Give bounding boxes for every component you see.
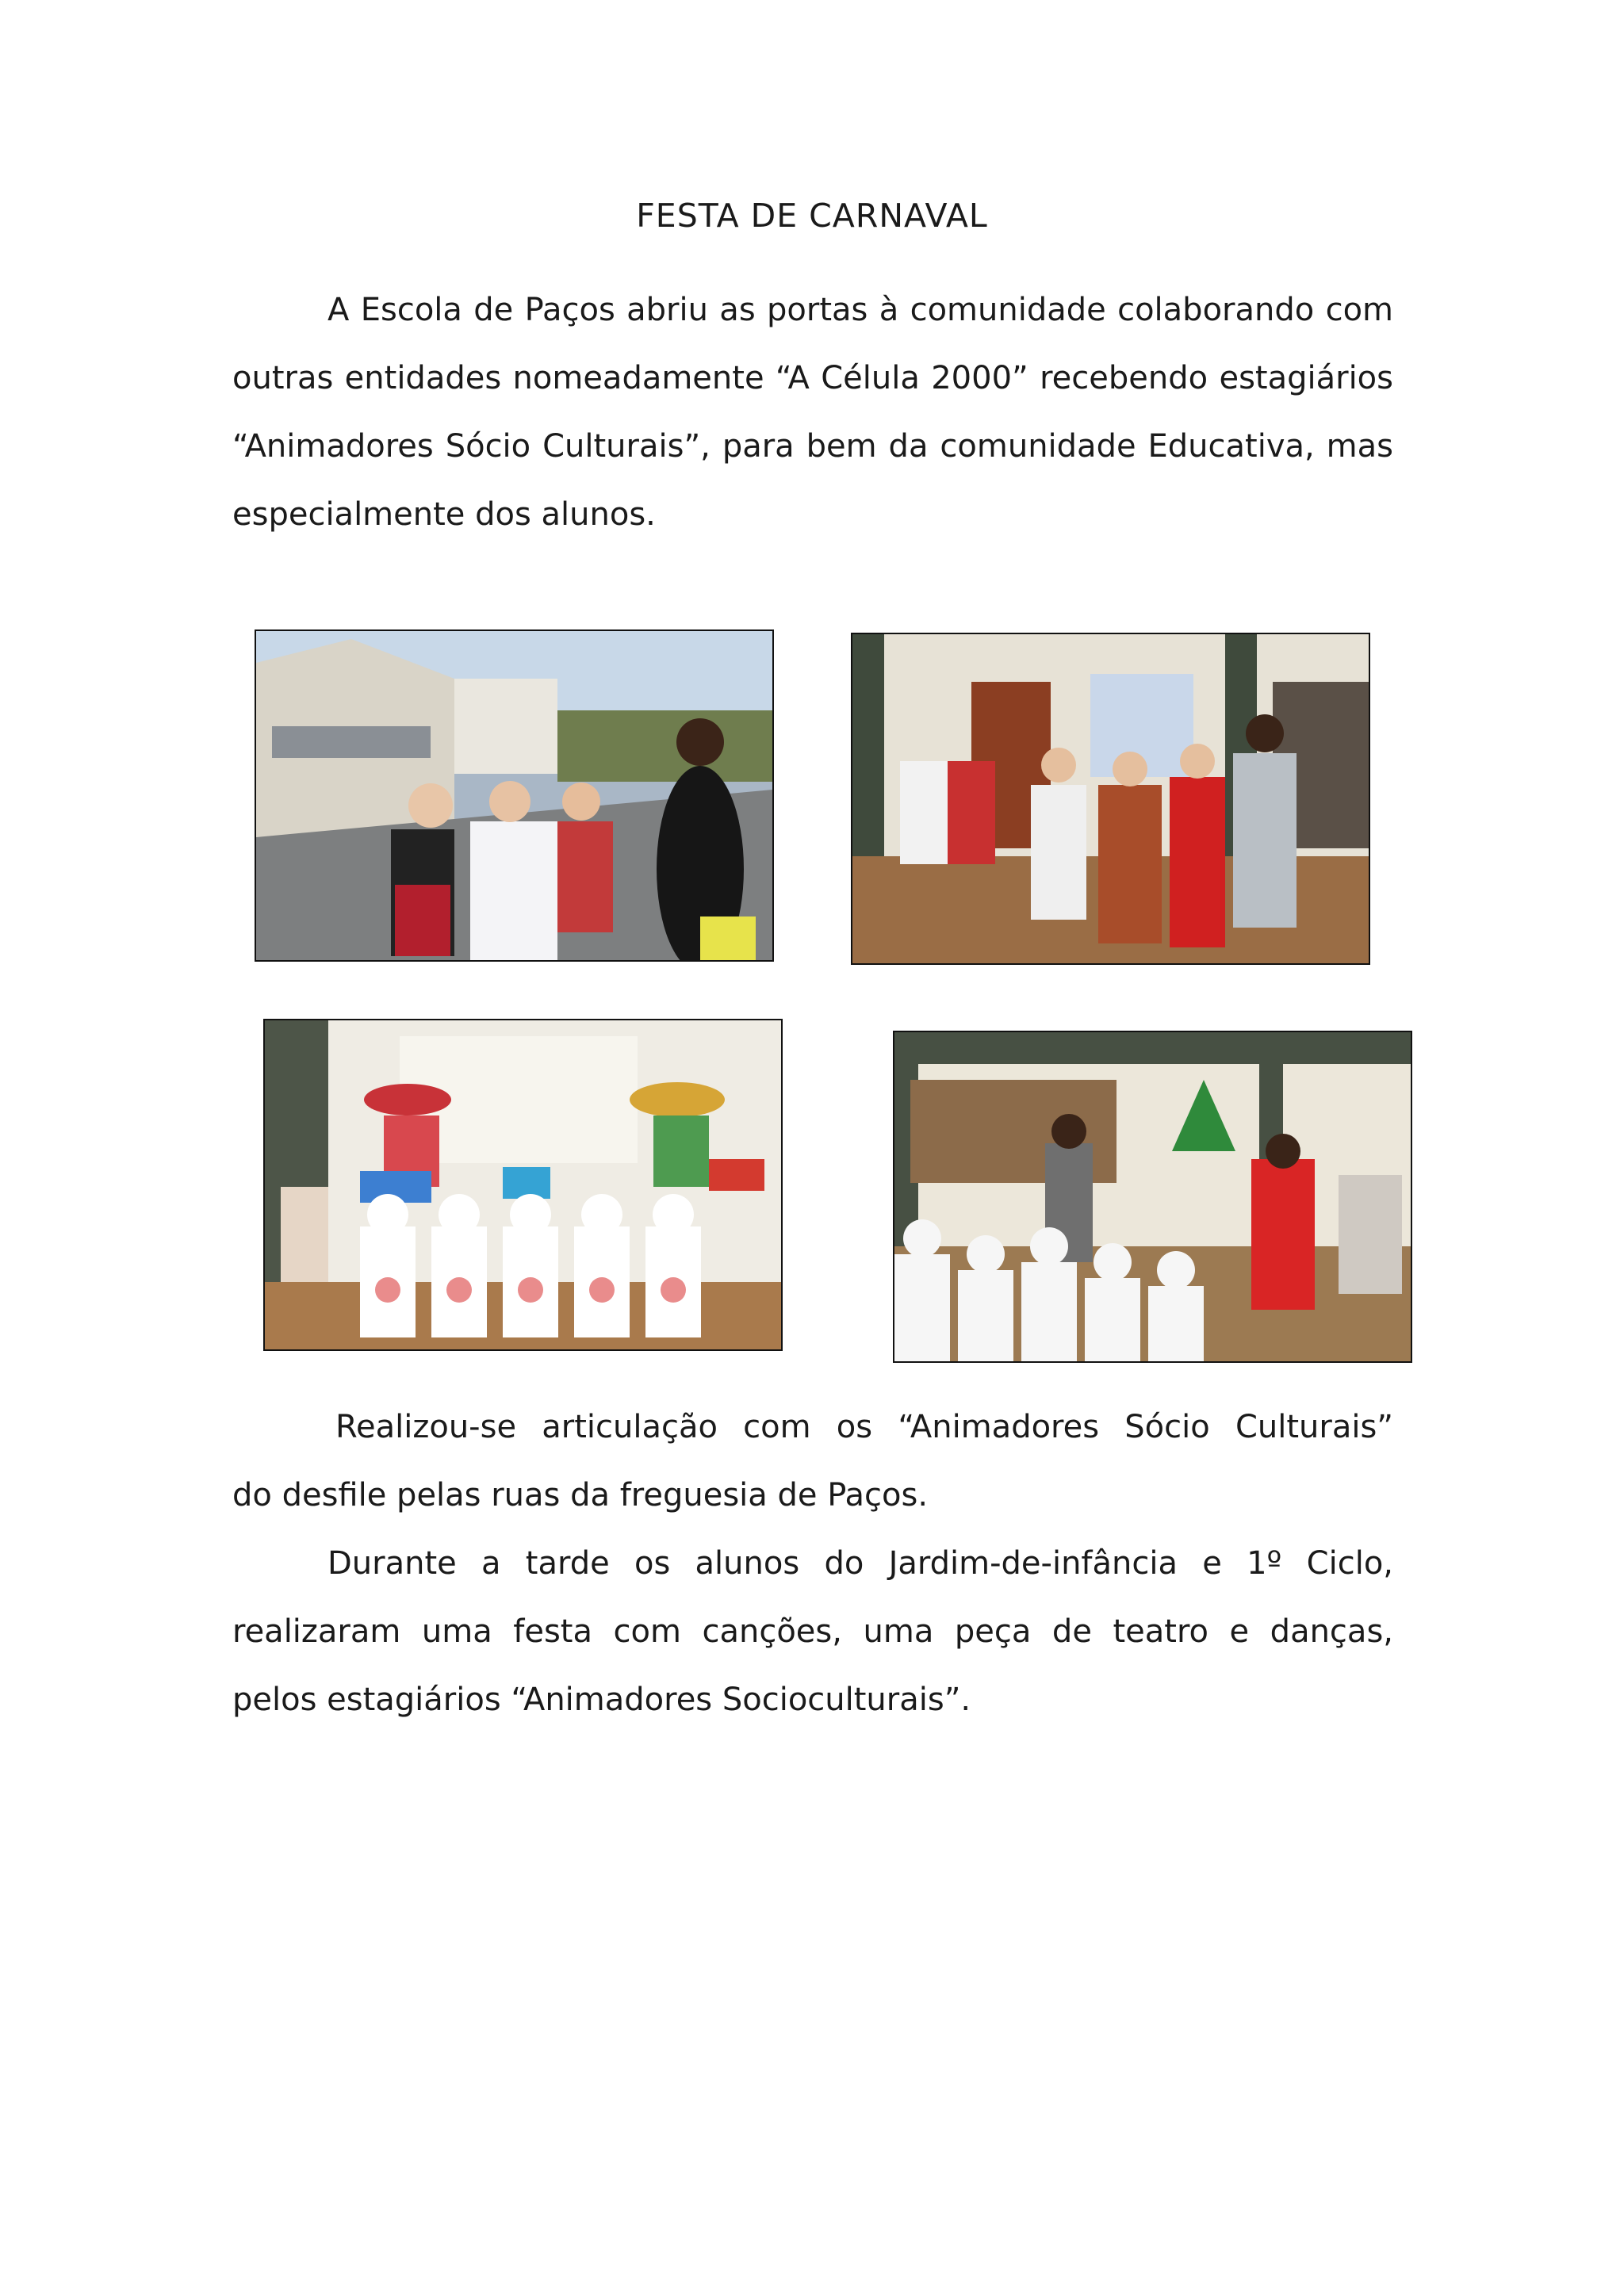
photo-dance-show xyxy=(893,1031,1412,1363)
intro-line: “Animadores Sócio Culturais”, para bem da comunidade Educativa, mas xyxy=(232,428,1393,465)
body-line: pelos estagiários “Animadores Socioculturais”. xyxy=(232,1682,971,1718)
intro-line: outras entidades nomeadamente “A Célula 2000” recebendo estagiários xyxy=(232,360,1393,396)
page-title: FESTA DE CARNAVAL xyxy=(636,197,988,235)
body-line: Durante a tarde os alunos do Jardim-de-infância e 1º Ciclo, xyxy=(327,1545,1393,1582)
body-paragraph xyxy=(232,1393,1393,1734)
intro-line: especialmente dos alunos. xyxy=(232,496,656,533)
body-line: Realizou-se articulação com os “Animadores Sócio Culturais” xyxy=(335,1409,1393,1445)
body-line: realizaram uma festa com canções, uma peça de teatro e danças, xyxy=(232,1613,1393,1650)
intro-line: A Escola de Paços abriu as portas à comunidade colaborando com xyxy=(327,292,1393,328)
photo-stage-performance xyxy=(851,633,1370,965)
photo-chef-costumes xyxy=(263,1019,783,1351)
photo-street-parade xyxy=(255,629,774,962)
intro-paragraph xyxy=(232,276,1393,549)
body-line: do desfile pelas ruas da freguesia de Paços. xyxy=(232,1477,929,1513)
